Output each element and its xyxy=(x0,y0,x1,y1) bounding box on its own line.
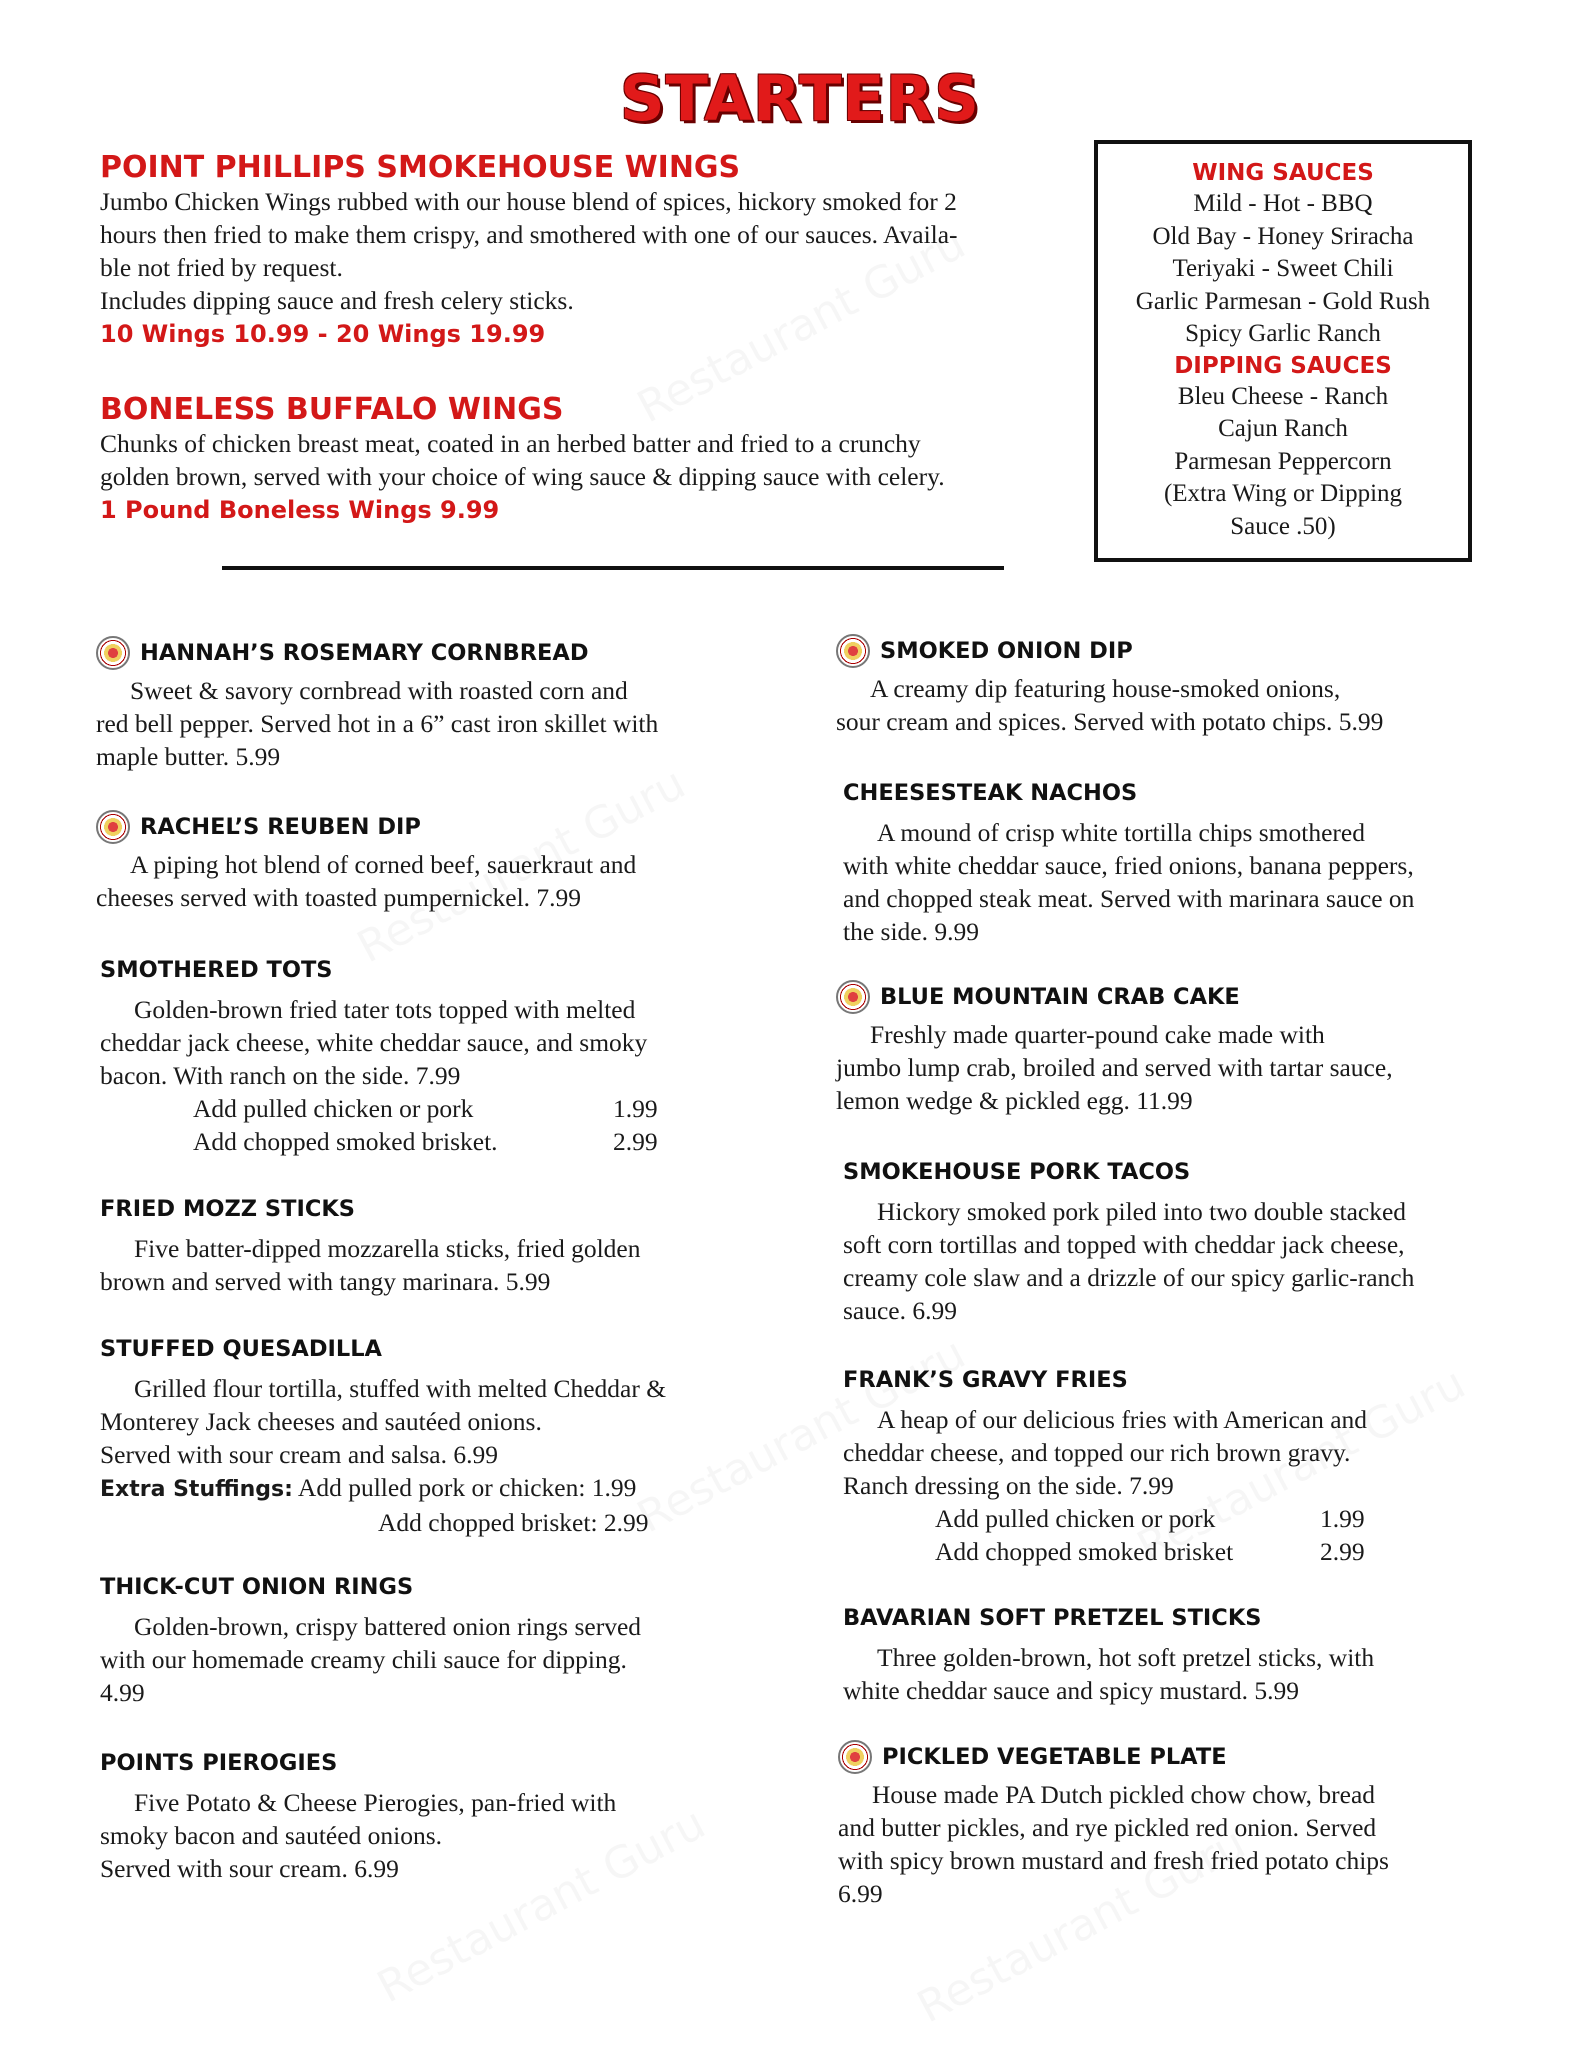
page-title: STARTERS xyxy=(619,62,981,135)
item-desc-line: lemon wedge & pickled egg. 11.99 xyxy=(836,1086,1193,1115)
addon-price: 2.99 xyxy=(613,1127,658,1156)
menu-item xyxy=(843,1157,1563,1327)
item-desc-line: Five Potato & Cheese Pierogies, pan-fried with xyxy=(134,1788,617,1817)
item-desc-line: A creamy dip featuring house-smoked onions, xyxy=(870,674,1341,703)
item-desc-line: with spicy brown mustard and fresh fried potato chips xyxy=(838,1846,1389,1875)
item-desc-line: Five batter-dipped mozzarella sticks, fried golden xyxy=(134,1234,641,1263)
item-name: PICKLED VEGETABLE PLATE xyxy=(882,1744,1227,1770)
item-desc-line: soft corn tortillas and topped with cheddar jack cheese, xyxy=(843,1230,1405,1259)
sauces-box xyxy=(1094,140,1472,562)
item-desc-line: smoky bacon and sautéed onions. xyxy=(100,1821,443,1850)
item-desc-line: sauce. 6.99 xyxy=(843,1296,958,1325)
dipping-sauces-heading: DIPPING SAUCES xyxy=(1174,352,1392,379)
boneless-price: 1 Pound Boneless Wings 9.99 xyxy=(100,496,500,524)
item-desc-line: Sweet & savory cornbread with roasted corn and xyxy=(130,676,628,705)
item-desc-line: maple butter. 5.99 xyxy=(96,742,281,771)
item-desc-line: white cheddar sauce and spicy mustard. 5.99 xyxy=(843,1676,1300,1705)
menu-item xyxy=(96,810,796,914)
item-desc-line: with our homemade creamy chili sauce for dipping. xyxy=(100,1645,627,1674)
menu-item xyxy=(836,634,1556,738)
item-name: BLUE MOUNTAIN CRAB CAKE xyxy=(880,984,1240,1010)
menu-item xyxy=(836,980,1556,1117)
item-desc-line: Served with sour cream and salsa. 6.99 xyxy=(100,1440,498,1469)
wings-desc-line: Includes dipping sauce and fresh celery sticks. xyxy=(100,286,574,315)
item-desc-line: A heap of our delicious fries with American and xyxy=(877,1405,1368,1434)
wings-desc-line: Jumbo Chicken Wings rubbed with our house blend of spices, hickory smoked for 2 xyxy=(100,187,957,216)
wing-sauce-line: Garlic Parmesan - Gold Rush xyxy=(1135,287,1431,315)
menu-item xyxy=(96,636,796,773)
item-desc-line: Golden-brown fried tater tots topped with melted xyxy=(134,995,636,1024)
addon-price: 1.99 xyxy=(1320,1504,1365,1533)
item-desc-line: House made PA Dutch pickled chow chow, bread xyxy=(872,1780,1376,1809)
item-desc-line: Ranch dressing on the side. 7.99 xyxy=(843,1471,1174,1500)
item-desc-line: creamy cole slaw and a drizzle of our spicy garlic-ranch xyxy=(843,1263,1415,1292)
addon-label: Add pulled chicken or pork xyxy=(935,1504,1216,1533)
item-desc-line: Hickory smoked pork piled into two double stacked xyxy=(877,1197,1407,1226)
extra-stuffings-label: Extra Stuffings: xyxy=(100,1477,293,1502)
item-desc-line: the side. 9.99 xyxy=(843,917,979,946)
house-specialty-logo-icon xyxy=(836,634,870,668)
addon-label: Add chopped smoked brisket xyxy=(935,1537,1234,1566)
item-name: SMOKED ONION DIP xyxy=(880,638,1133,664)
item-desc-line: and butter pickles, and rye pickled red onion. Served xyxy=(838,1813,1377,1842)
wing-sauce-line: Mild - Hot - BBQ xyxy=(1193,190,1373,217)
item-desc-line: Served with sour cream. 6.99 xyxy=(100,1854,399,1883)
wing-sauces-heading: WING SAUCES xyxy=(1192,160,1374,186)
menu-item xyxy=(100,1572,800,1709)
dip-sauce-line: Cajun Ranch xyxy=(1218,415,1348,442)
item-name: FRANK’S GRAVY FRIES xyxy=(843,1367,1128,1393)
item-name: CHEESESTEAK NACHOS xyxy=(843,780,1138,806)
item-desc-line: 6.99 xyxy=(838,1879,883,1908)
item-name: SMOTHERED TOTS xyxy=(100,957,333,983)
dip-sauce-line: (Extra Wing or Dipping xyxy=(1163,480,1403,507)
menu-item xyxy=(843,1365,1563,1568)
item-desc-line: cheddar cheese, and topped our rich brown gravy. xyxy=(843,1438,1351,1467)
boneless-desc-line: golden brown, served with your choice of wing sauce & dipping sauce with celery. xyxy=(100,462,945,491)
item-desc-line: cheddar jack cheese, white cheddar sauce, and smoky xyxy=(100,1028,648,1057)
dip-sauce-line: Parmesan Peppercorn xyxy=(1174,447,1392,475)
house-specialty-logo-icon xyxy=(96,810,130,844)
item-name: POINTS PIEROGIES xyxy=(100,1750,338,1776)
item-name: HANNAH’S ROSEMARY CORNBREAD xyxy=(140,640,589,666)
menu-item xyxy=(100,1334,800,1539)
item-desc-line: A mound of crisp white tortilla chips smothered xyxy=(877,818,1365,847)
dip-sauce-line: Sauce .50) xyxy=(1230,512,1336,540)
item-name: RACHEL’S REUBEN DIP xyxy=(140,814,421,840)
item-desc-line: Grilled flour tortilla, stuffed with melted Cheddar & xyxy=(134,1374,667,1403)
item-desc-line: sour cream and spices. Served with potato chips. 5.99 xyxy=(836,707,1384,736)
addon-label: Add chopped smoked brisket. xyxy=(193,1127,498,1156)
wings-desc-line: hours then fried to make them crispy, and smothered with one of our sauces. Availa- xyxy=(100,220,958,249)
item-name: FRIED MOZZ STICKS xyxy=(100,1196,356,1222)
house-specialty-logo-icon xyxy=(836,980,870,1014)
menu-item xyxy=(100,1194,800,1298)
boneless-heading: BONELESS BUFFALO WINGS xyxy=(100,392,564,427)
menu-item xyxy=(100,1748,800,1885)
item-name: STUFFED QUESADILLA xyxy=(100,1336,382,1362)
extra-stuffing-line: Add pulled pork or chicken: 1.99 xyxy=(297,1473,637,1502)
item-desc-line: brown and served with tangy marinara. 5.99 xyxy=(100,1267,551,1296)
wing-sauce-line: Teriyaki - Sweet Chili xyxy=(1172,255,1394,282)
item-desc-line: Freshly made quarter-pound cake made with xyxy=(870,1020,1325,1049)
item-name: SMOKEHOUSE PORK TACOS xyxy=(843,1159,1191,1185)
menu-item xyxy=(843,778,1563,948)
addon-price: 2.99 xyxy=(1320,1537,1365,1566)
addon-label: Add pulled chicken or pork xyxy=(193,1094,474,1123)
wing-sauce-line: Old Bay - Honey Sriracha xyxy=(1152,222,1414,250)
item-desc-line: and chopped steak meat. Served with marinara sauce on xyxy=(843,884,1415,913)
extra-stuffing-line: Add chopped brisket: 2.99 xyxy=(378,1508,649,1537)
wings-heading: POINT PHILLIPS SMOKEHOUSE WINGS xyxy=(100,150,741,185)
wings-price: 10 Wings 10.99 - 20 Wings 19.99 xyxy=(100,320,546,348)
item-name: THICK-CUT ONION RINGS xyxy=(100,1574,414,1600)
item-desc-line: Golden-brown, crispy battered onion rings served xyxy=(134,1612,642,1641)
menu-item xyxy=(838,1740,1558,1910)
item-desc-line: cheeses served with toasted pumpernickel. 7.99 xyxy=(96,883,582,912)
menu-item xyxy=(100,955,800,1158)
item-desc-line: Three golden-brown, hot soft pretzel sticks, with xyxy=(877,1643,1375,1672)
addon-price: 1.99 xyxy=(613,1094,658,1123)
dip-sauce-line: Bleu Cheese - Ranch xyxy=(1177,382,1389,410)
item-desc-line: 4.99 xyxy=(100,1678,145,1707)
wings-section xyxy=(100,150,1080,351)
divider xyxy=(222,566,1004,570)
wing-sauce-line: Spicy Garlic Ranch xyxy=(1185,320,1381,347)
item-desc-line: bacon. With ranch on the side. 7.99 xyxy=(100,1061,461,1090)
boneless-section xyxy=(100,392,1080,527)
boneless-desc-line: Chunks of chicken breast meat, coated in an herbed batter and fried to a crunchy xyxy=(100,429,921,458)
item-name: BAVARIAN SOFT PRETZEL STICKS xyxy=(843,1605,1262,1631)
item-desc-line: A piping hot blend of corned beef, sauerkraut and xyxy=(130,850,637,879)
item-desc-line: with white cheddar sauce, fried onions, banana peppers, xyxy=(843,851,1414,880)
menu-item xyxy=(843,1603,1563,1707)
item-desc-line: jumbo lump crab, broiled and served with tartar sauce, xyxy=(836,1053,1393,1082)
house-specialty-logo-icon xyxy=(838,1740,872,1774)
wings-desc-line: ble not fried by request. xyxy=(100,253,343,282)
item-desc-line: Monterey Jack cheeses and sautéed onions. xyxy=(100,1407,542,1436)
item-desc-line: red bell pepper. Served hot in a 6” cast iron skillet with xyxy=(96,709,659,738)
house-specialty-logo-icon xyxy=(96,636,130,670)
